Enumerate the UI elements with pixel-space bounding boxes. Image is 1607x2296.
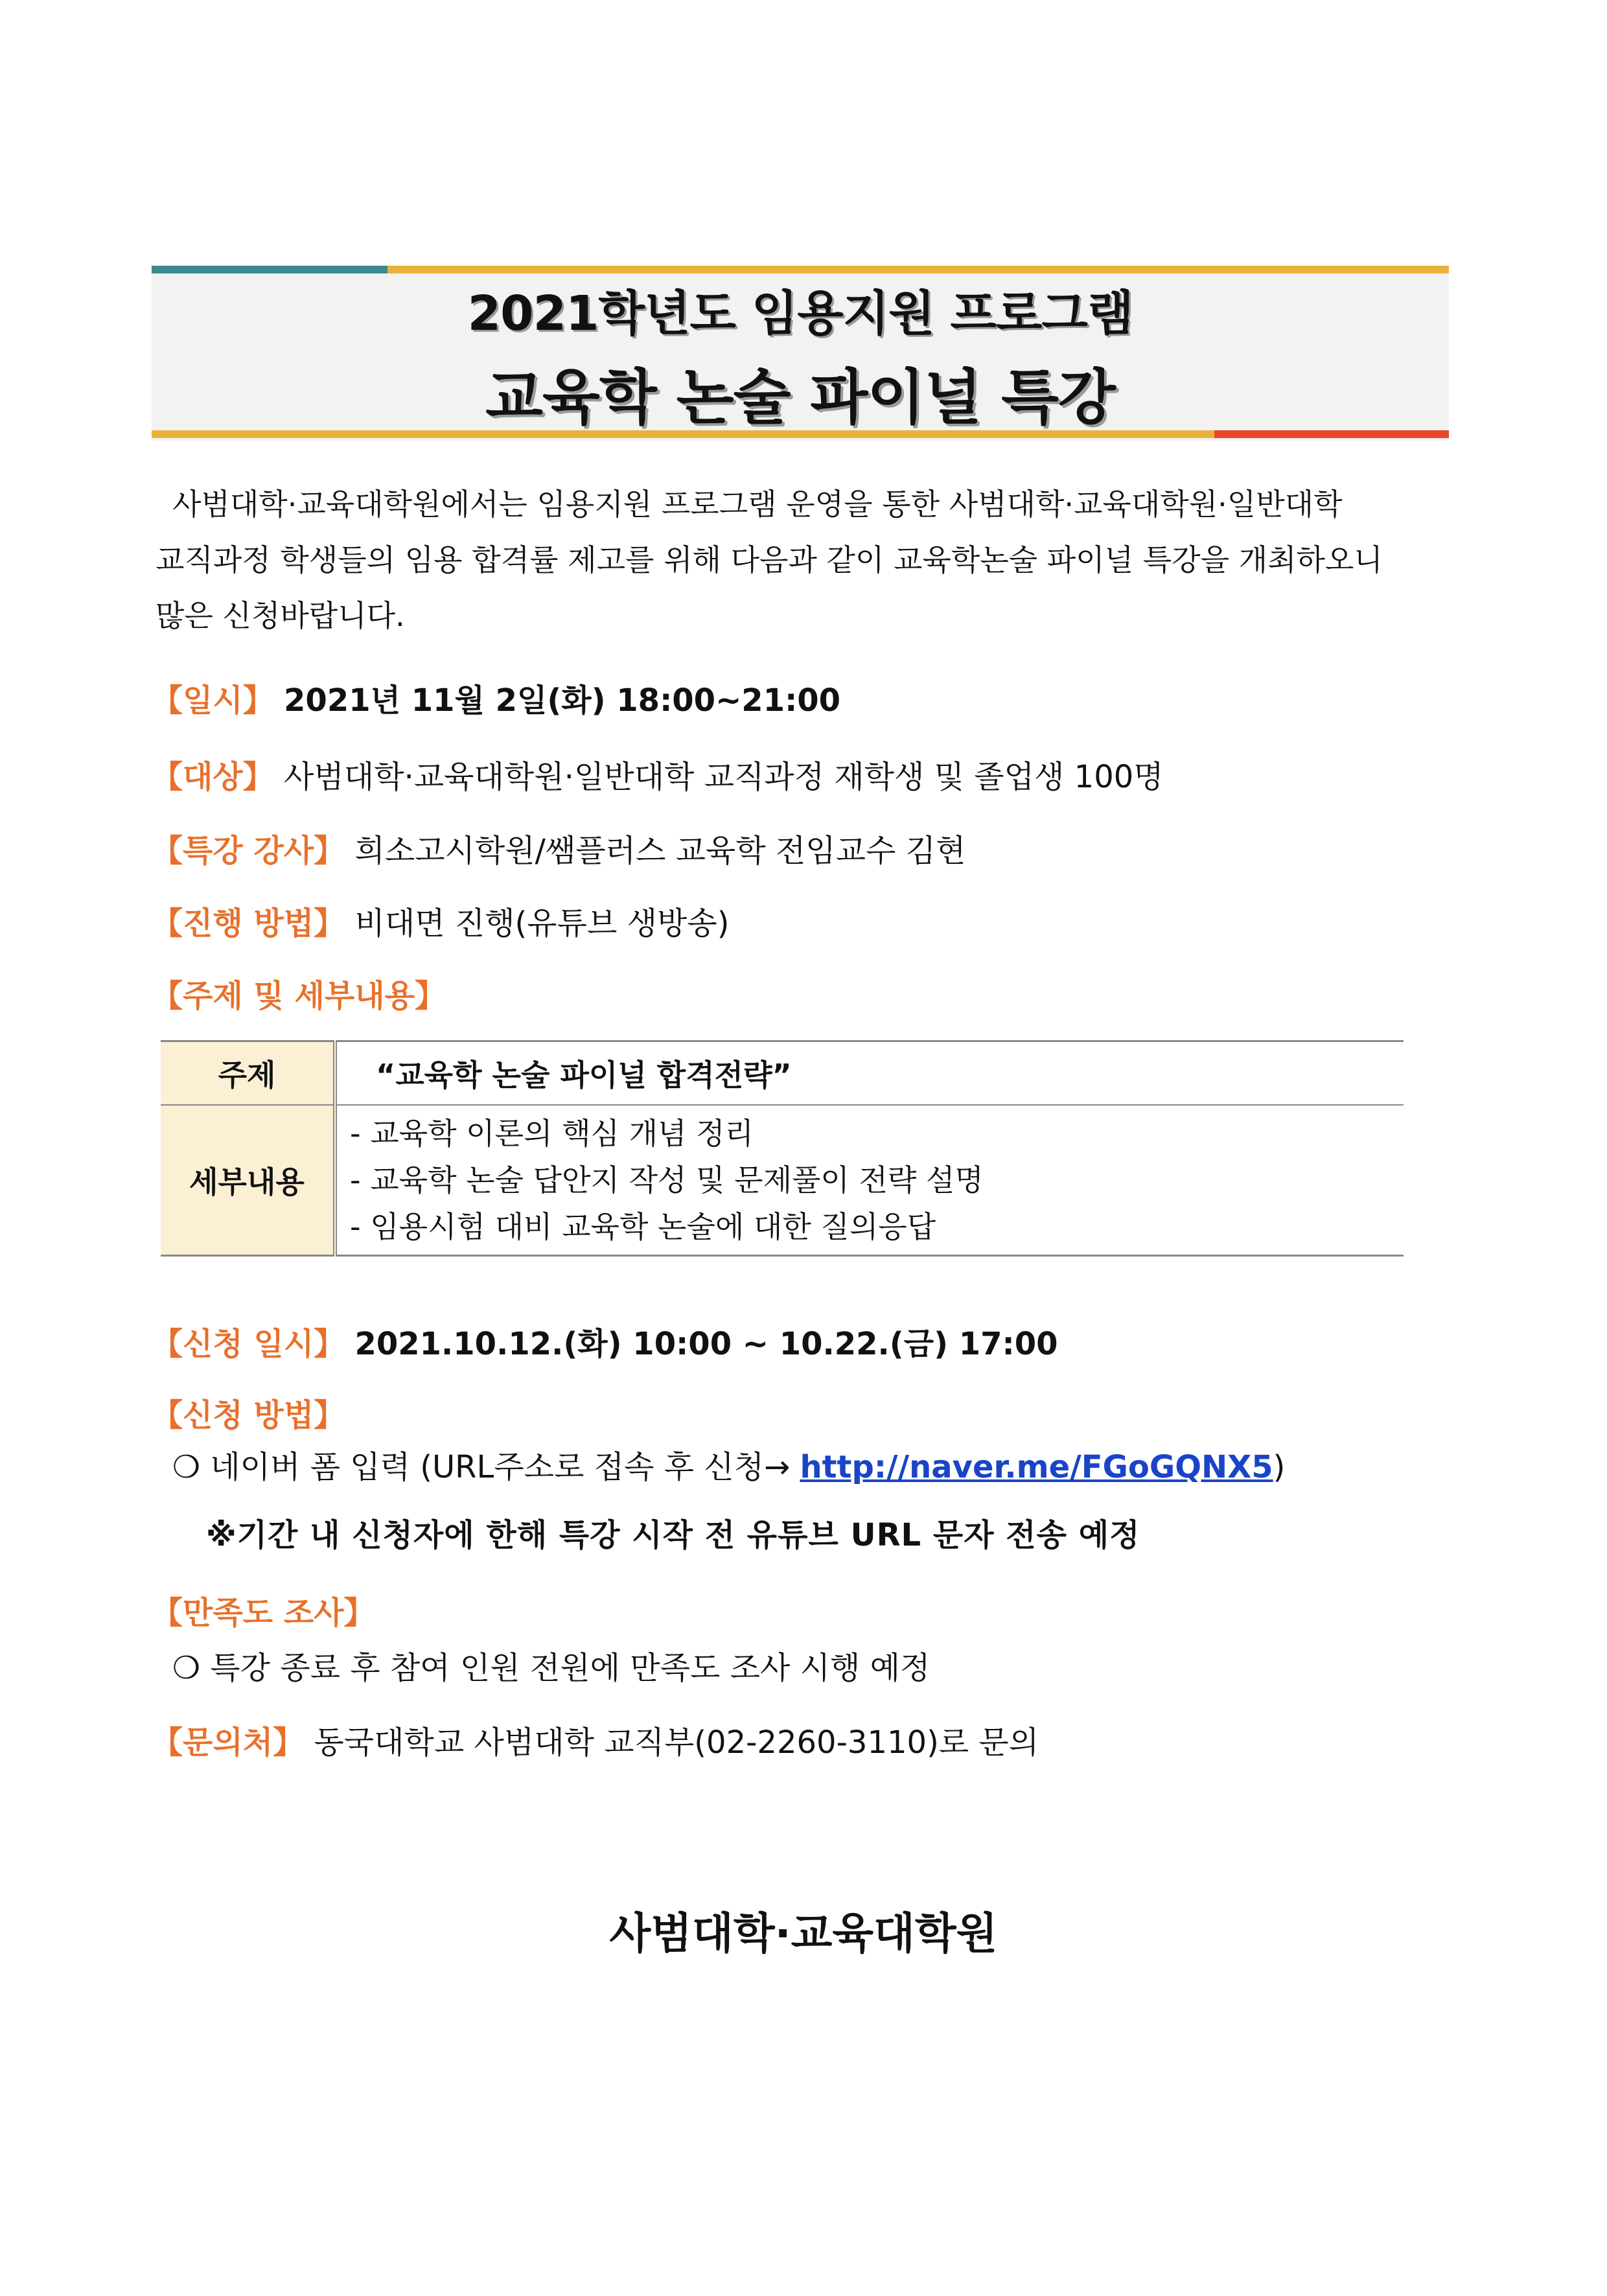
- apply-method-label: 【신청 방법】: [152, 1397, 345, 1433]
- survey-text: 특강 종료 후 참여 인원 전원에 만족도 조사 시행 예정: [210, 1650, 931, 1686]
- contact-label: 【문의처】: [152, 1724, 305, 1761]
- apply-period-value: 2021.10.12.(화) 10:00 ~ 10.22.(금) 17:00: [354, 1326, 1058, 1362]
- topic-table: [161, 1040, 1404, 1257]
- method-value: 비대면 진행(유튜브 생방송): [354, 905, 730, 942]
- method-label: 【진행 방법】: [152, 905, 345, 942]
- lecturer-label: 【특강 강사】: [152, 833, 345, 869]
- lecturer-row: [152, 826, 965, 870]
- lecture-title: 교육학 논술 파이널 특강: [485, 363, 1115, 432]
- apply-form-link[interactable]: http://naver.me/FGoGQNX5: [800, 1449, 1273, 1485]
- apply-method-heading: [152, 1390, 345, 1435]
- apply-method-text: 네이버 폼 입력 (URL주소로 접속 후 신청→: [210, 1449, 791, 1485]
- program-title: 2021학년도 임용지원 프로그램: [467, 286, 1133, 342]
- table-row: [161, 1041, 1404, 1106]
- details-cell: [335, 1105, 1404, 1256]
- banner-top-bar-gold: [387, 266, 1449, 273]
- schedule-value: 2021년 11월 2일(화) 18:00~21:00: [284, 682, 841, 719]
- survey-label: 【만족도 조사】: [152, 1595, 375, 1631]
- apply-method-close: ): [1273, 1449, 1286, 1485]
- detail-item: - 교육학 이론의 핵심 개념 정리: [350, 1116, 754, 1151]
- intro-line-3: 많은 신청바랍니다.: [156, 598, 405, 633]
- method-row: [152, 898, 729, 943]
- target-row: [152, 752, 1164, 796]
- circle-bullet-icon: ❍: [172, 1449, 201, 1485]
- topic-section-heading: [152, 971, 446, 1015]
- survey-line: [172, 1643, 930, 1687]
- intro-line-1: 사범대학·교육대학원에서는 임용지원 프로그램 운영을 통한 사범대학·교육대학원·일반대학: [172, 487, 1343, 522]
- detail-item: - 임용시험 대비 교육학 논술에 대한 질의응답: [350, 1209, 936, 1244]
- apply-method-line: [172, 1442, 1285, 1487]
- schedule-label: 【일시】: [152, 682, 274, 719]
- target-label: 【대상】: [152, 759, 274, 795]
- table-row: [161, 1105, 1404, 1256]
- contact-value: 동국대학교 사범대학 교직부(02-2260-3110)로 문의: [314, 1724, 1039, 1761]
- target-value: 사범대학·교육대학원·일반대학 교직과정 재학생 및 졸업생 100명: [284, 759, 1164, 795]
- topic-value-cell: “교육학 논술 파이널 합격전략”: [335, 1041, 1404, 1106]
- contact-row: [152, 1717, 1039, 1762]
- topic-section-label: 【주제 및 세부내용】: [152, 978, 446, 1014]
- detail-item: - 교육학 논술 답안지 작성 및 문제풀이 전략 설명: [350, 1163, 984, 1198]
- apply-period-label: 【신청 일시】: [152, 1326, 345, 1362]
- organization-signature: 사범대학·교육대학원: [609, 1908, 998, 1958]
- details-header-cell: 세부내용: [161, 1105, 335, 1256]
- intro-line-2: 교직과정 학생들의 임용 합격률 제고를 위해 다음과 같이 교육학논술 파이널 특강을 개최하오니: [156, 542, 1383, 577]
- lecturer-value: 희소고시학원/쌤플러스 교육학 전임교수 김현: [354, 833, 966, 869]
- intro-paragraph: [156, 476, 1449, 644]
- apply-period-row: [152, 1319, 1058, 1363]
- schedule-row: [152, 675, 840, 720]
- circle-bullet-icon: ❍: [172, 1650, 201, 1686]
- apply-notice: ※기간 내 신청자에 한해 특강 시작 전 유튜브 URL 문자 전송 예정: [206, 1517, 1140, 1553]
- banner-top-bar-teal: [152, 266, 387, 273]
- topic-header-cell: 주제: [161, 1041, 335, 1106]
- survey-heading: [152, 1588, 375, 1632]
